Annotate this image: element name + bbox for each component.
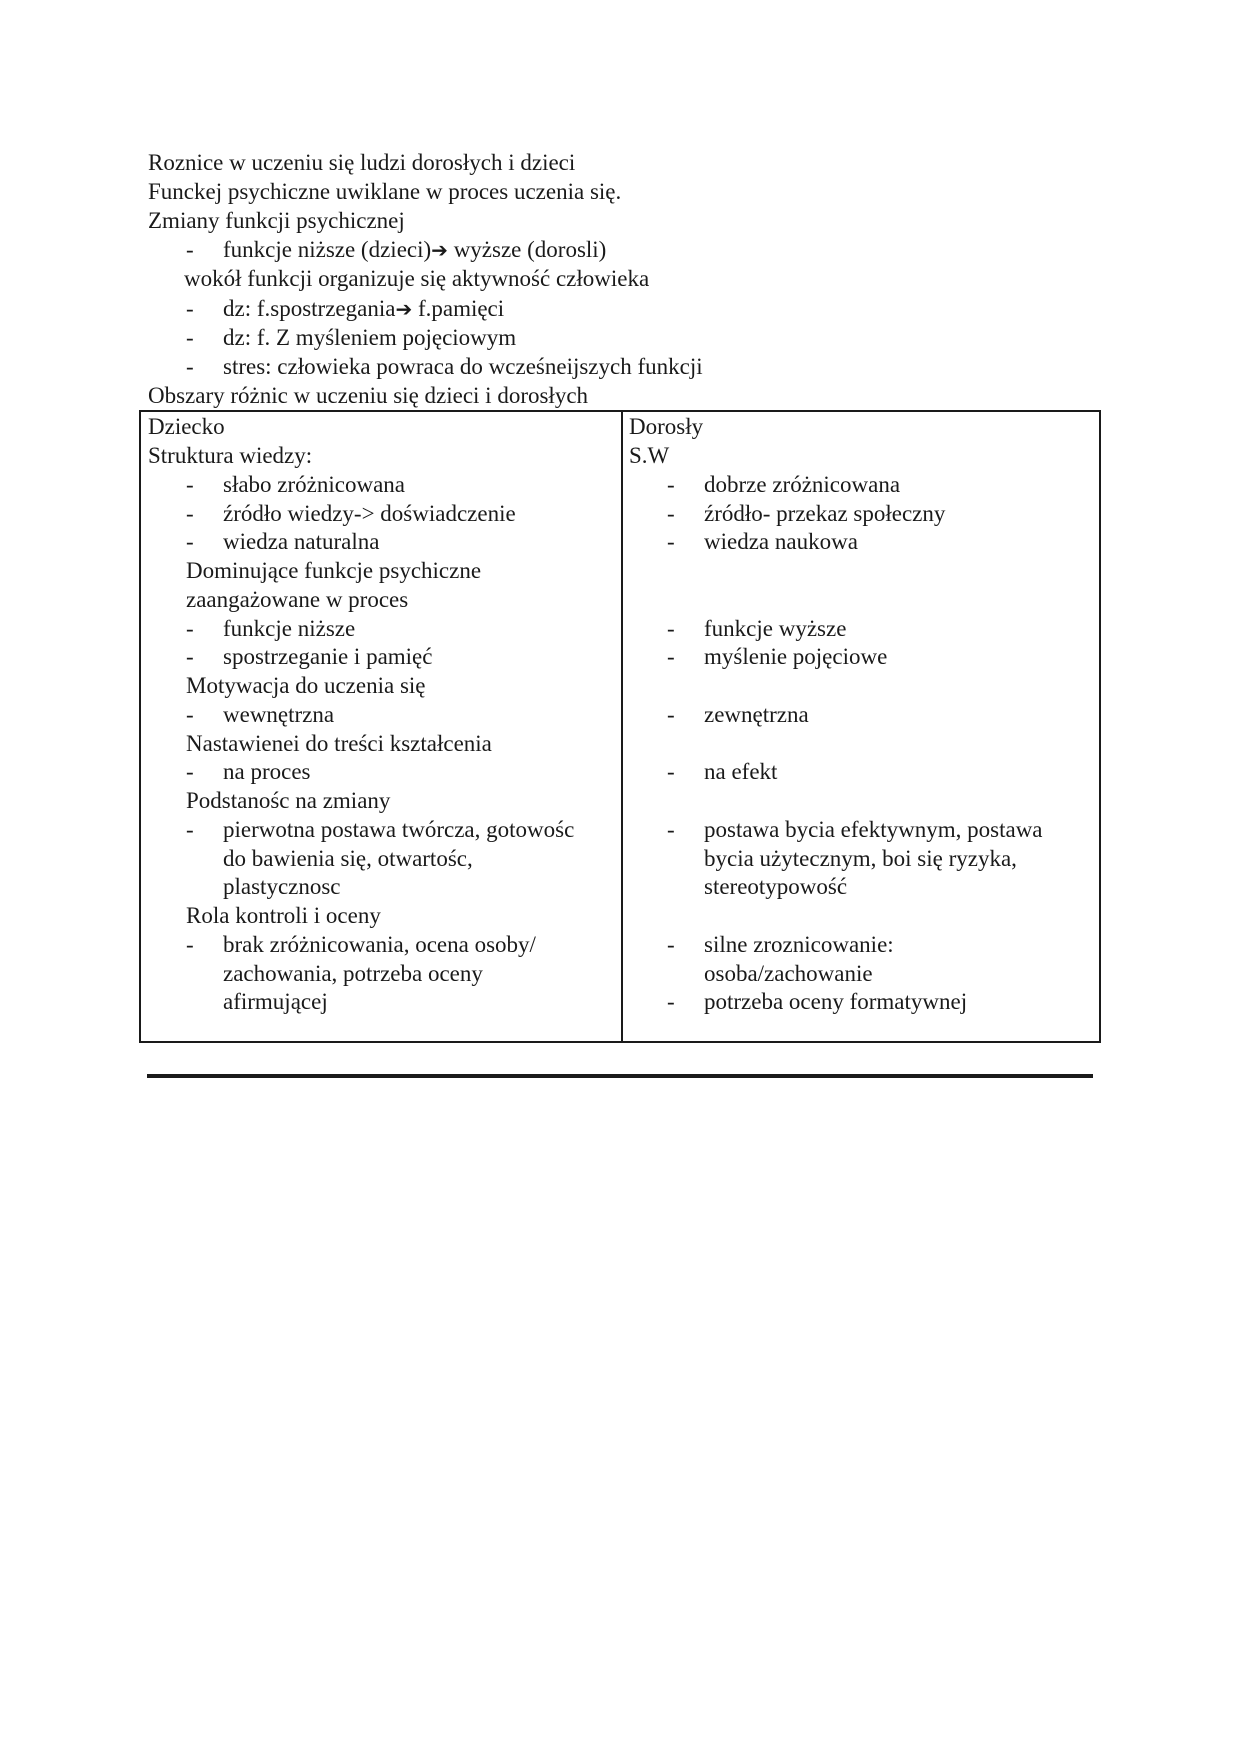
list-item-cont: stereotypowość: [704, 874, 848, 899]
change-item-2: [223, 294, 504, 324]
areas-title: Obszary różnic w uczeniu się dzieci i dorosłych: [148, 383, 589, 408]
adult-section-knowledge: S.W: [629, 443, 670, 468]
arrow-right-icon: ➔: [395, 297, 413, 321]
heading-line-1: Roznice w uczeniu się ludzi dorosłych i dzieci: [148, 150, 576, 175]
list-item: spostrzeganie i pamięć: [223, 644, 433, 669]
list-item: brak zróżnicowania, ocena osoby/: [223, 932, 536, 957]
bullet-dash: -: [667, 932, 675, 957]
bullet-dash: -: [667, 759, 675, 784]
bullet-dash: -: [667, 472, 675, 497]
activity-line: wokół funkcji organizuje się aktywność człowieka: [184, 266, 650, 291]
change-item-1-end: wyższe (dorosli): [447, 237, 607, 262]
list-item-cont: bycia użytecznym, boi się ryzyka,: [704, 846, 1017, 871]
list-item: pierwotna postawa twórcza, gotowośc: [223, 817, 575, 842]
list-item: funkcje niższe: [223, 616, 356, 641]
bullet-dash: -: [667, 644, 675, 669]
child-section-knowledge: Struktura wiedzy:: [148, 443, 313, 468]
change-item-1-start: funkcje niższe (dzieci): [223, 237, 432, 262]
child-section-change: Podstanośc na zmiany: [186, 788, 391, 813]
bullet-dash: -: [186, 472, 194, 497]
table-column-divider: [621, 412, 623, 1041]
list-item: wiedza naukowa: [704, 529, 858, 554]
bullet-dash: -: [667, 529, 675, 554]
bullet-dash: -: [667, 501, 675, 526]
child-section-attitude: Nastawienei do treści kształcenia: [186, 731, 492, 756]
list-item: funkcje wyższe: [704, 616, 847, 641]
list-item: dobrze zróżnicowana: [704, 472, 901, 497]
list-item: wewnętrzna: [223, 702, 335, 727]
child-section-control: Rola kontroli i oceny: [186, 903, 381, 928]
child-section-functions-cont: zaangażowane w proces: [186, 587, 409, 612]
heading-line-3: Zmiany funkcji psychicznej: [148, 208, 405, 233]
adult-column-header: Dorosły: [629, 414, 704, 439]
change-item-3: dz: f. Z myśleniem pojęciowym: [223, 325, 517, 350]
horizontal-rule: [147, 1074, 1093, 1078]
bullet-dash: -: [186, 817, 194, 842]
change-item-2-end: f.pamięci: [412, 296, 505, 321]
list-item: myślenie pojęciowe: [704, 644, 888, 669]
list-item: na proces: [223, 759, 311, 784]
bullet-dash: -: [186, 529, 194, 554]
list-item: zewnętrzna: [704, 702, 809, 727]
bullet-dash: -: [186, 644, 194, 669]
list-item-cont: zachowania, potrzeba oceny: [223, 961, 483, 986]
list-item-cont: osoba/zachowanie: [704, 961, 873, 986]
arrow-right-icon: ➔: [431, 238, 448, 262]
comparison-table: [139, 410, 1101, 1043]
list-item: potrzeba oceny formatywnej: [704, 989, 968, 1014]
list-item: wiedza naturalna: [223, 529, 380, 554]
list-item: na efekt: [704, 759, 778, 784]
change-item-2-start: dz: f.spostrzegania: [223, 296, 396, 321]
child-section-motivation: Motywacja do uczenia się: [186, 673, 426, 698]
change-item-4: stres: człowieka powraca do wcześneijszych funkcji: [223, 354, 703, 379]
bullet-dash: -: [186, 702, 194, 727]
list-item: słabo zróżnicowana: [223, 472, 406, 497]
list-item-cont: afirmującej: [223, 989, 328, 1014]
bullet-dash: -: [186, 325, 194, 350]
list-item-cont: plastycznosc: [223, 874, 341, 899]
child-column-header: Dziecko: [148, 414, 225, 439]
bullet-dash: -: [667, 616, 675, 641]
list-item: źródło wiedzy-> doświadczenie: [223, 501, 516, 526]
child-section-functions: Dominujące funkcje psychiczne: [186, 558, 482, 583]
bullet-dash: -: [186, 501, 194, 526]
list-item: źródło- przekaz społeczny: [704, 501, 946, 526]
bullet-dash: -: [667, 817, 675, 842]
list-item: silne zroznicowanie:: [704, 932, 894, 957]
bullet-dash: -: [186, 932, 194, 957]
bullet-dash: -: [186, 296, 194, 321]
bullet-dash: -: [186, 759, 194, 784]
list-item-cont: do bawienia się, otwartośc,: [223, 846, 473, 871]
list-item: postawa bycia efektywnym, postawa: [704, 817, 1043, 842]
change-item-1: [223, 235, 606, 265]
bullet-dash: -: [186, 616, 194, 641]
bullet-dash: -: [667, 702, 675, 727]
heading-line-2: Funckej psychiczne uwiklane w proces uczenia się.: [148, 179, 622, 204]
bullet-dash: -: [667, 989, 675, 1014]
bullet-dash: -: [186, 237, 194, 262]
bullet-dash: -: [186, 354, 194, 379]
